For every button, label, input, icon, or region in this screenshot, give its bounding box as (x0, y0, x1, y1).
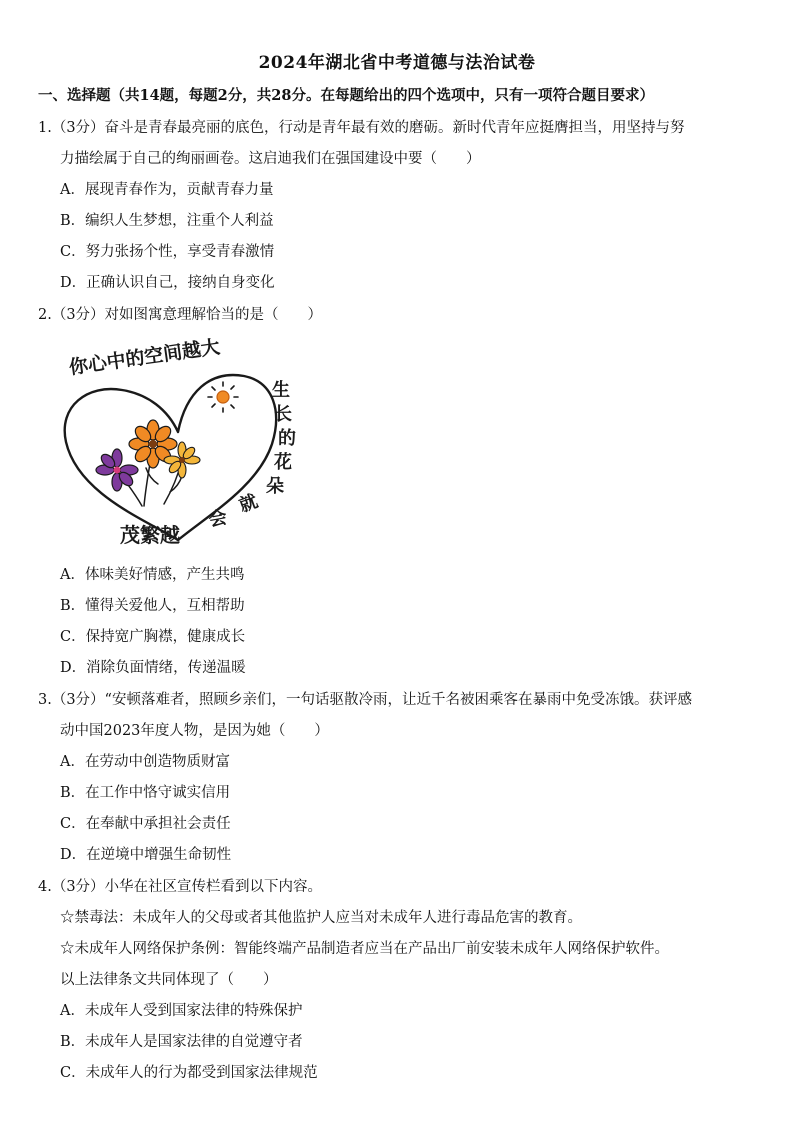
question-2-option-b: B．懂得关爱他人，互相帮助 (60, 598, 245, 614)
question-1-stem: 1.（3分）奋斗是青春最亮丽的底色，行动是青年最有效的磨砺。新时代青年应挺膺担当，用坚持与努 (38, 120, 685, 136)
question-2-stem: 2.（3分）对如图寓意理解恰当的是（ ） (38, 307, 323, 323)
question-1-option-c: C．努力张扬个性，享受青春激情 (60, 244, 275, 260)
svg-text:茂繁越: 茂繁越 (120, 523, 180, 547)
question-3-option-d: D．在逆境中增强生命韧性 (60, 847, 232, 863)
question-4-option-a: A．未成年人受到国家法律的特殊保护 (60, 1003, 303, 1019)
question-3-option-c: C．在奉献中承担社会责任 (60, 816, 231, 832)
question-2-option-a: A．体味美好情感，产生共鸣 (60, 567, 245, 583)
question-4-option-c: C．未成年人的行为都受到国家法律规范 (60, 1065, 318, 1081)
exam-title: 2024年湖北省中考道德与法治试卷 (258, 53, 536, 73)
svg-text:朵: 朵 (266, 476, 284, 497)
question-4-ask: 以上法律条文共同体现了（ ） (60, 972, 278, 988)
heart-flower-illustration (60, 334, 305, 552)
svg-text:就: 就 (236, 490, 261, 517)
svg-text:长: 长 (274, 404, 292, 425)
svg-text:你心中的空间越大: 你心中的空间越大 (67, 336, 222, 379)
section-heading: 一、选择题（共14题，每题2分，共28分。在每题给出的四个选项中，只有一项符合题目要求） (38, 87, 654, 104)
question-1-option-a: A．展现青春作为，贡献青春力量 (60, 182, 274, 198)
question-3-stem: 3.（3分）“安顿落难者，照顾乡亲们，一句话驱散冷雨，让近千名被困乘客在暴雨中免受冻饿。获评感 (38, 692, 692, 708)
question-4-law-2: ☆未成年人网络保护条例：智能终端产品制造者应当在产品出厂前安装未成年人网络保护软件。 (60, 941, 669, 957)
svg-text:花: 花 (274, 452, 292, 473)
svg-text:的: 的 (278, 428, 296, 449)
svg-text:会: 会 (207, 507, 229, 531)
question-3-option-a: A．在劳动中创造物质财富 (60, 754, 230, 770)
question-4-stem: 4.（3分）小华在社区宣传栏看到以下内容。 (38, 879, 323, 895)
question-3-option-b: B．在工作中恪守诚实信用 (60, 785, 231, 801)
question-4-law-1: ☆禁毒法：未成年人的父母或者其他监护人应当对未成年人进行毒品危害的教育。 (60, 910, 582, 926)
svg-text:生: 生 (272, 380, 290, 401)
question-1-option-d: D．正确认识自己，接纳自身变化 (60, 275, 275, 291)
question-3-stem-cont: 动中国2023年度人物，是因为她（ ） (60, 723, 329, 739)
question-2-option-c: C．保持宽广胸襟，健康成长 (60, 629, 246, 645)
question-2-option-d: D．消除负面情绪，传递温暖 (60, 660, 246, 676)
question-4-option-b: B．未成年人是国家法律的自觉遵守者 (60, 1034, 303, 1050)
question-1-stem-cont: 力描绘属于自己的绚丽画卷。这启迪我们在强国建设中要（ ） (60, 151, 481, 167)
question-1-option-b: B．编织人生梦想，注重个人利益 (60, 213, 274, 229)
